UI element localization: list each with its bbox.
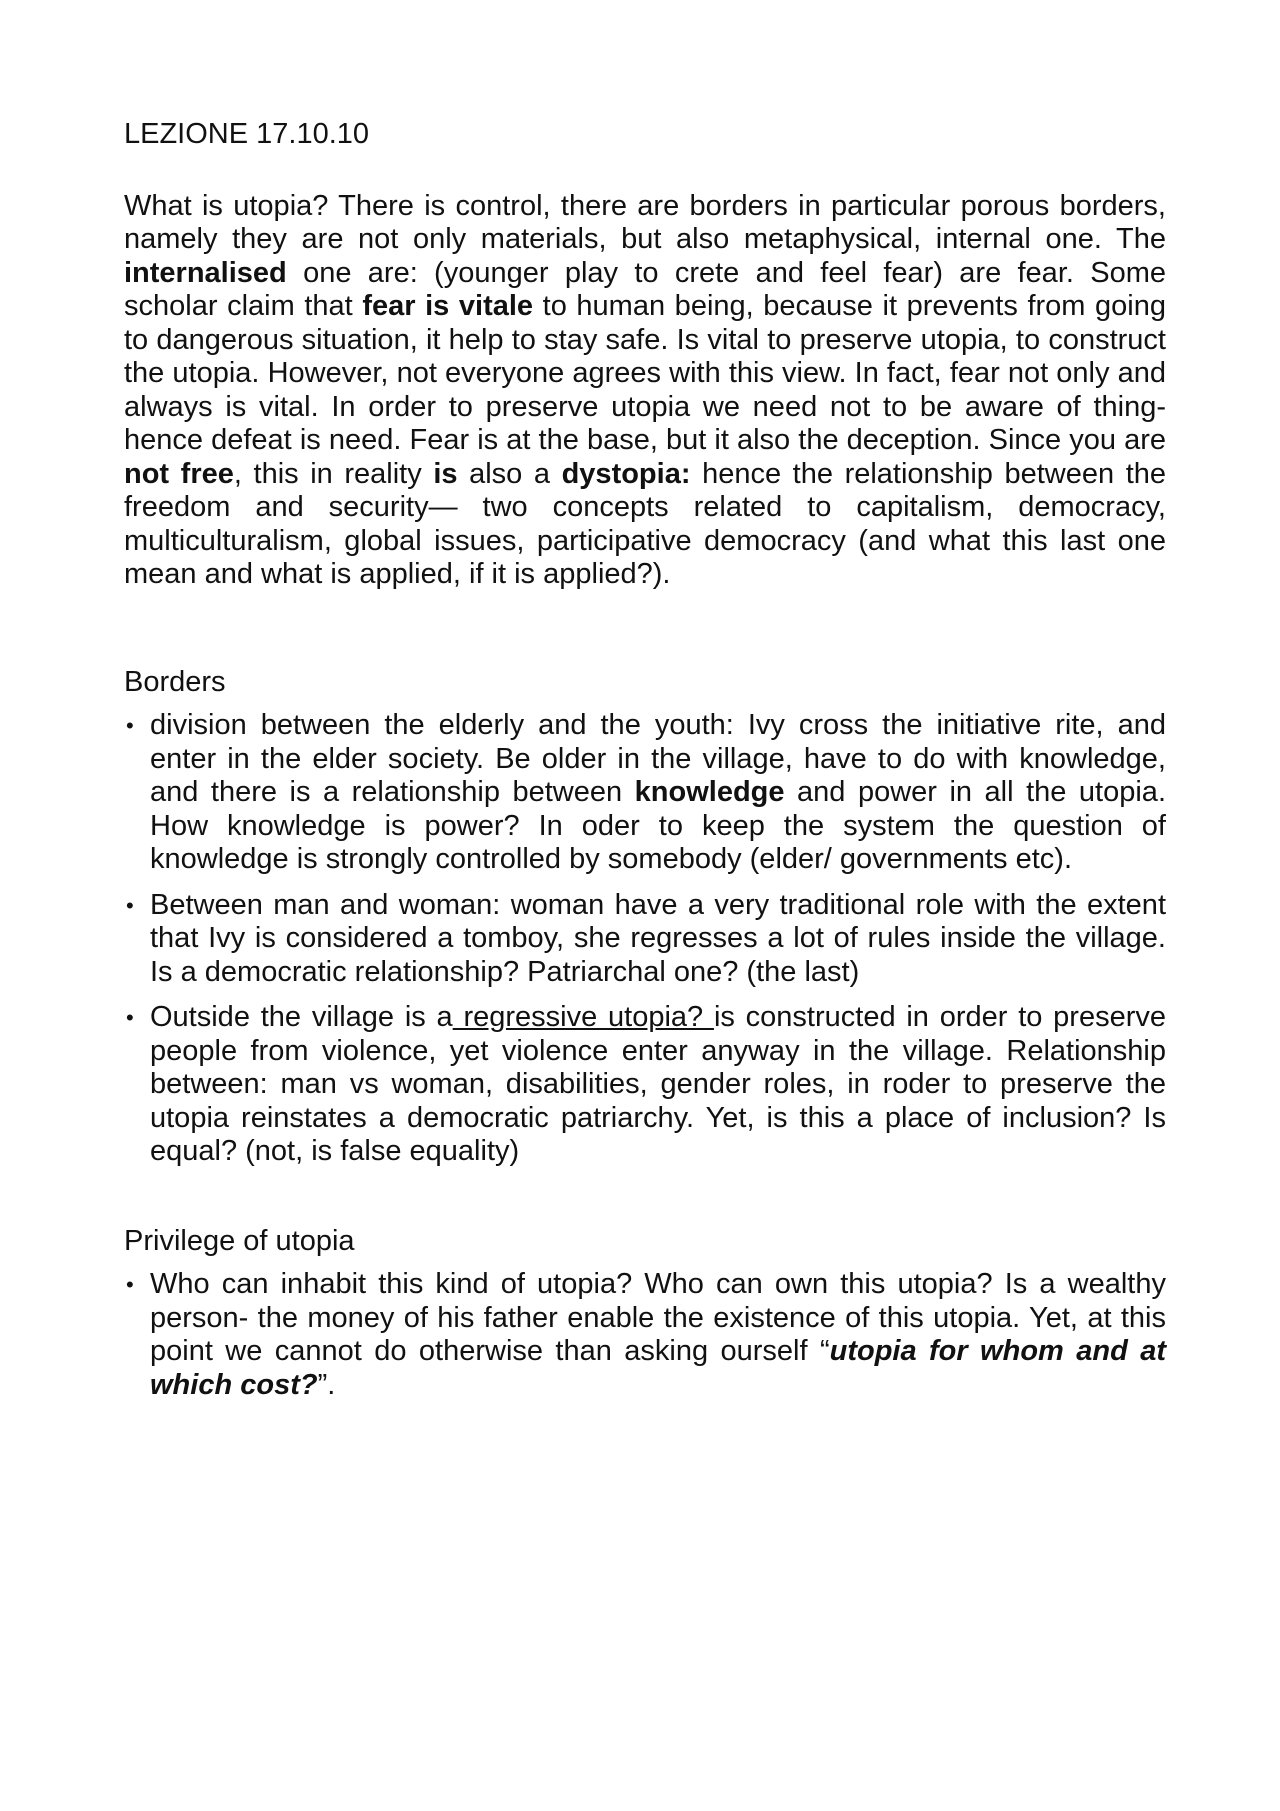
intro-text-4: , this in reality xyxy=(233,457,434,490)
borders-list xyxy=(124,709,1166,1169)
intro-text-2: one are: (younger play to crete and feel fear) are fear. Some scholar claim that xyxy=(124,256,1166,322)
intro-text-1: What is utopia? There is control, there are borders in particular porous borders, namely they are not only materials, but also metaphysical, internal one. The xyxy=(124,189,1166,255)
bullet-icon: • xyxy=(126,1005,134,1030)
intro-bold-dystopia: dystopia: xyxy=(561,457,691,490)
lecture-title: LEZIONE 17.10.10 xyxy=(124,118,370,150)
list-item: • Outside the village is a regressive utopia? is constructed in order to preserve people from violence, yet violence enter anyway in the village. Relationship between: man vs woman, disabilities, gender roles, in roder to preserve the utopia reinstates a democratic patriarchy. Yet, is this a place of inclusion? Is equal? (not, is false equality) xyxy=(126,1001,1166,1167)
underlined-regressive-utopia: regressive utopia? xyxy=(452,1001,714,1033)
bold-knowledge: knowledge xyxy=(634,776,785,808)
bullet-icon: • xyxy=(126,892,134,918)
bold-italic-quote: utopia for whom and at which cost? xyxy=(150,1335,1166,1401)
intro-text-5: also a xyxy=(457,457,562,490)
intro-bold-is: is xyxy=(433,457,458,490)
intro-bold-internalised: internalised xyxy=(124,256,287,289)
intro-paragraph xyxy=(124,190,1166,592)
document-page xyxy=(124,118,1166,1414)
privilege-list xyxy=(124,1268,1166,1402)
privilege-heading: Privilege of utopia xyxy=(124,1224,355,1257)
intro-text-6: hence the relationship between the freedom and security— two concepts related to capitalism, democracy, multiculturalism, global issues, participative democracy (and what this last one mean and what is applied, if it is applied?). xyxy=(124,457,1167,590)
intro-text-3: to human being, because it prevents from going to dangerous situation, it help to stay safe. Is vital to preserve utopia, to construct the utopia. However, not everyone agrees with this view. In fact, fear not only and always is vital. In order to preserve utopia we need not to be aware of thing- hence defeat is need. Fear is at the base, but it also the deception. Since you are xyxy=(124,290,1166,456)
list-item: • division between the elderly and the youth: Ivy cross the initiative rite, and enter in the elder society. Be older in the village, have to do with knowledge, and there is a relationship between knowledge and power in all the utopia. How knowledge is power? In oder to keep the system the question of knowledge is strongly controlled by somebody (elder/ governments etc). xyxy=(126,709,1166,875)
borders-heading: Borders xyxy=(124,665,226,698)
intro-bold-not-free: not free xyxy=(124,457,234,490)
bullet-icon: • xyxy=(126,1272,134,1297)
intro-bold-fear-is-vitale: fear is vitale xyxy=(362,290,534,322)
list-item: • Who can inhabit this kind of utopia? Who can own this utopia? Is a wealthy person- the money of his father enable the existence of this utopia. Yet, at this point we cannot do otherwise than asking ourself “utopia for whom and at which cost?”. xyxy=(126,1268,1166,1401)
bullet-icon: • xyxy=(126,713,134,738)
list-item: • Between man and woman: woman have a very traditional role with the extent that Ivy is considered a tomboy, she regresses a lot of rules inside the village. Is a democratic relationship? Patriarchal one? (the last) xyxy=(126,888,1166,988)
